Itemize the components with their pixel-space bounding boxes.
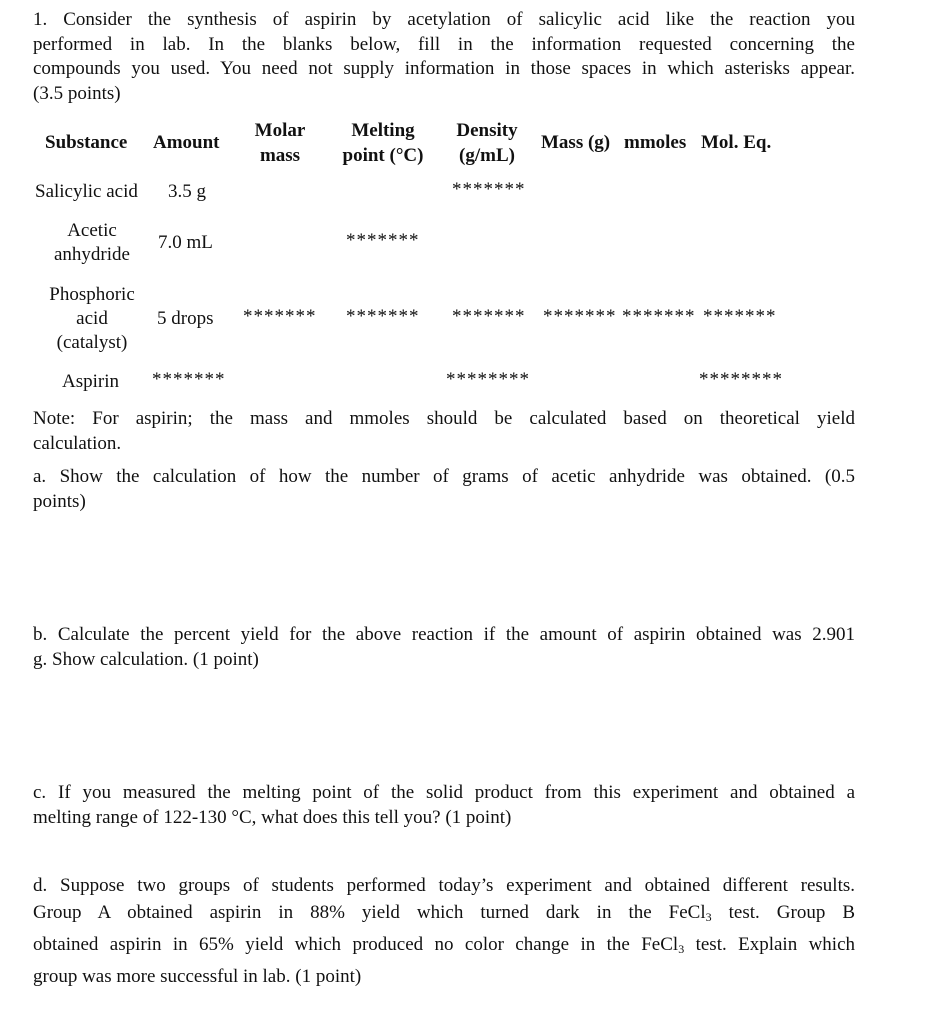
question-intro	[33, 8, 855, 106]
header-molar-mass-line2: mass	[259, 145, 301, 166]
row-acetic-name-line1: Acetic	[67, 220, 117, 241]
part-b-line: g. Show calculation. (1 point)	[33, 648, 259, 670]
note-line: calculation.	[33, 432, 122, 454]
header-mmoles: mmoles	[624, 132, 687, 153]
question-line: 1. Consider the synthesis of aspirin by acetylation of salicylic acid like the reaction you	[33, 9, 855, 30]
part-a	[33, 465, 855, 514]
header-density	[448, 118, 526, 168]
part-d-line: group was more successful in lab. (1 point)	[33, 966, 362, 987]
row-acetic-name-line2: anhydride	[54, 244, 130, 265]
header-density-line1: Density	[456, 120, 518, 141]
row-aspirin-amount: *******	[152, 369, 226, 390]
row-aspirin-density: ********	[446, 369, 530, 390]
row-acetic-name	[45, 219, 139, 267]
part-b-line: b. Calculate the percent yield for the above reaction if the amount of aspirin obtained was 2.901	[33, 624, 855, 645]
row-phosphoric-name-line3: (catalyst)	[56, 332, 128, 353]
subscript: 3	[678, 942, 685, 956]
part-d-line	[33, 899, 855, 931]
row-phosphoric-mol-eq: *******	[703, 306, 777, 327]
header-molar-mass	[247, 118, 313, 168]
header-density-line2: (g/mL)	[459, 145, 515, 166]
part-d	[33, 872, 855, 990]
header-mass: Mass (g)	[541, 132, 611, 153]
header-substance: Substance	[45, 132, 128, 153]
part-a-line: a. Show the calculation of how the number of grams of acetic anhydride was obtained. (0.5	[33, 466, 855, 487]
row-phosphoric-amount: 5 drops	[157, 308, 214, 329]
row-aspirin-name: Aspirin	[62, 371, 119, 392]
part-d-text: obtained aspirin in 65% yield which produced no color change in the FeCl	[33, 934, 679, 955]
header-melting-line2: point (°C)	[342, 145, 424, 166]
header-molar-mass-line1: Molar	[254, 120, 306, 141]
row-phosphoric-mass: *******	[543, 306, 617, 327]
header-melting-line1: Melting	[351, 120, 415, 141]
row-phosphoric-mmoles: *******	[622, 306, 696, 327]
header-amount: Amount	[153, 132, 220, 153]
row-acetic-amount: 7.0 mL	[158, 232, 213, 253]
row-phosphoric-name-line2: acid	[76, 308, 108, 329]
row-phosphoric-melting: *******	[346, 306, 420, 327]
part-a-line: points)	[33, 490, 86, 512]
note-line: Note: For aspirin; the mass and mmoles should be calculated based on theoretical yield	[33, 408, 855, 429]
header-mol-eq: Mol. Eq.	[701, 132, 772, 153]
part-c-line: melting range of 122-130 °C, what does this tell you? (1 point)	[33, 806, 512, 828]
part-d-line	[33, 931, 855, 963]
part-d-text: Group A obtained aspirin in 88% yield which turned dark in the FeCl	[33, 902, 706, 923]
note	[33, 407, 855, 456]
part-d-text: test. Group B	[711, 902, 855, 923]
row-phosphoric-molar-mass: *******	[243, 306, 317, 327]
row-phosphoric-name	[41, 283, 143, 355]
header-melting-point	[335, 118, 431, 168]
part-d-line: d. Suppose two groups of students performed today’s experiment and obtained different results.	[33, 875, 855, 896]
row-salicylic-amount: 3.5 g	[168, 181, 206, 202]
part-c-line: c. If you measured the melting point of the solid product from this experiment and obtained a	[33, 782, 855, 803]
question-line: performed in lab. In the blanks below, fill in the information requested concerning the	[33, 33, 855, 55]
part-d-text: test. Explain which	[684, 934, 856, 955]
question-line: (3.5 points)	[33, 82, 121, 104]
row-phosphoric-name-line1: Phosphoric	[49, 284, 135, 305]
row-aspirin-mol-eq: ********	[699, 369, 783, 390]
row-salicylic-name: Salicylic acid	[35, 181, 138, 202]
row-acetic-melting: *******	[346, 230, 420, 251]
subscript: 3	[705, 910, 712, 924]
question-line: compounds you used. You need not supply information in those spaces in which asterisks appear.	[33, 58, 855, 79]
part-b	[33, 623, 855, 672]
row-salicylic-density: *******	[452, 179, 526, 200]
part-c	[33, 781, 855, 830]
row-phosphoric-density: *******	[452, 306, 526, 327]
